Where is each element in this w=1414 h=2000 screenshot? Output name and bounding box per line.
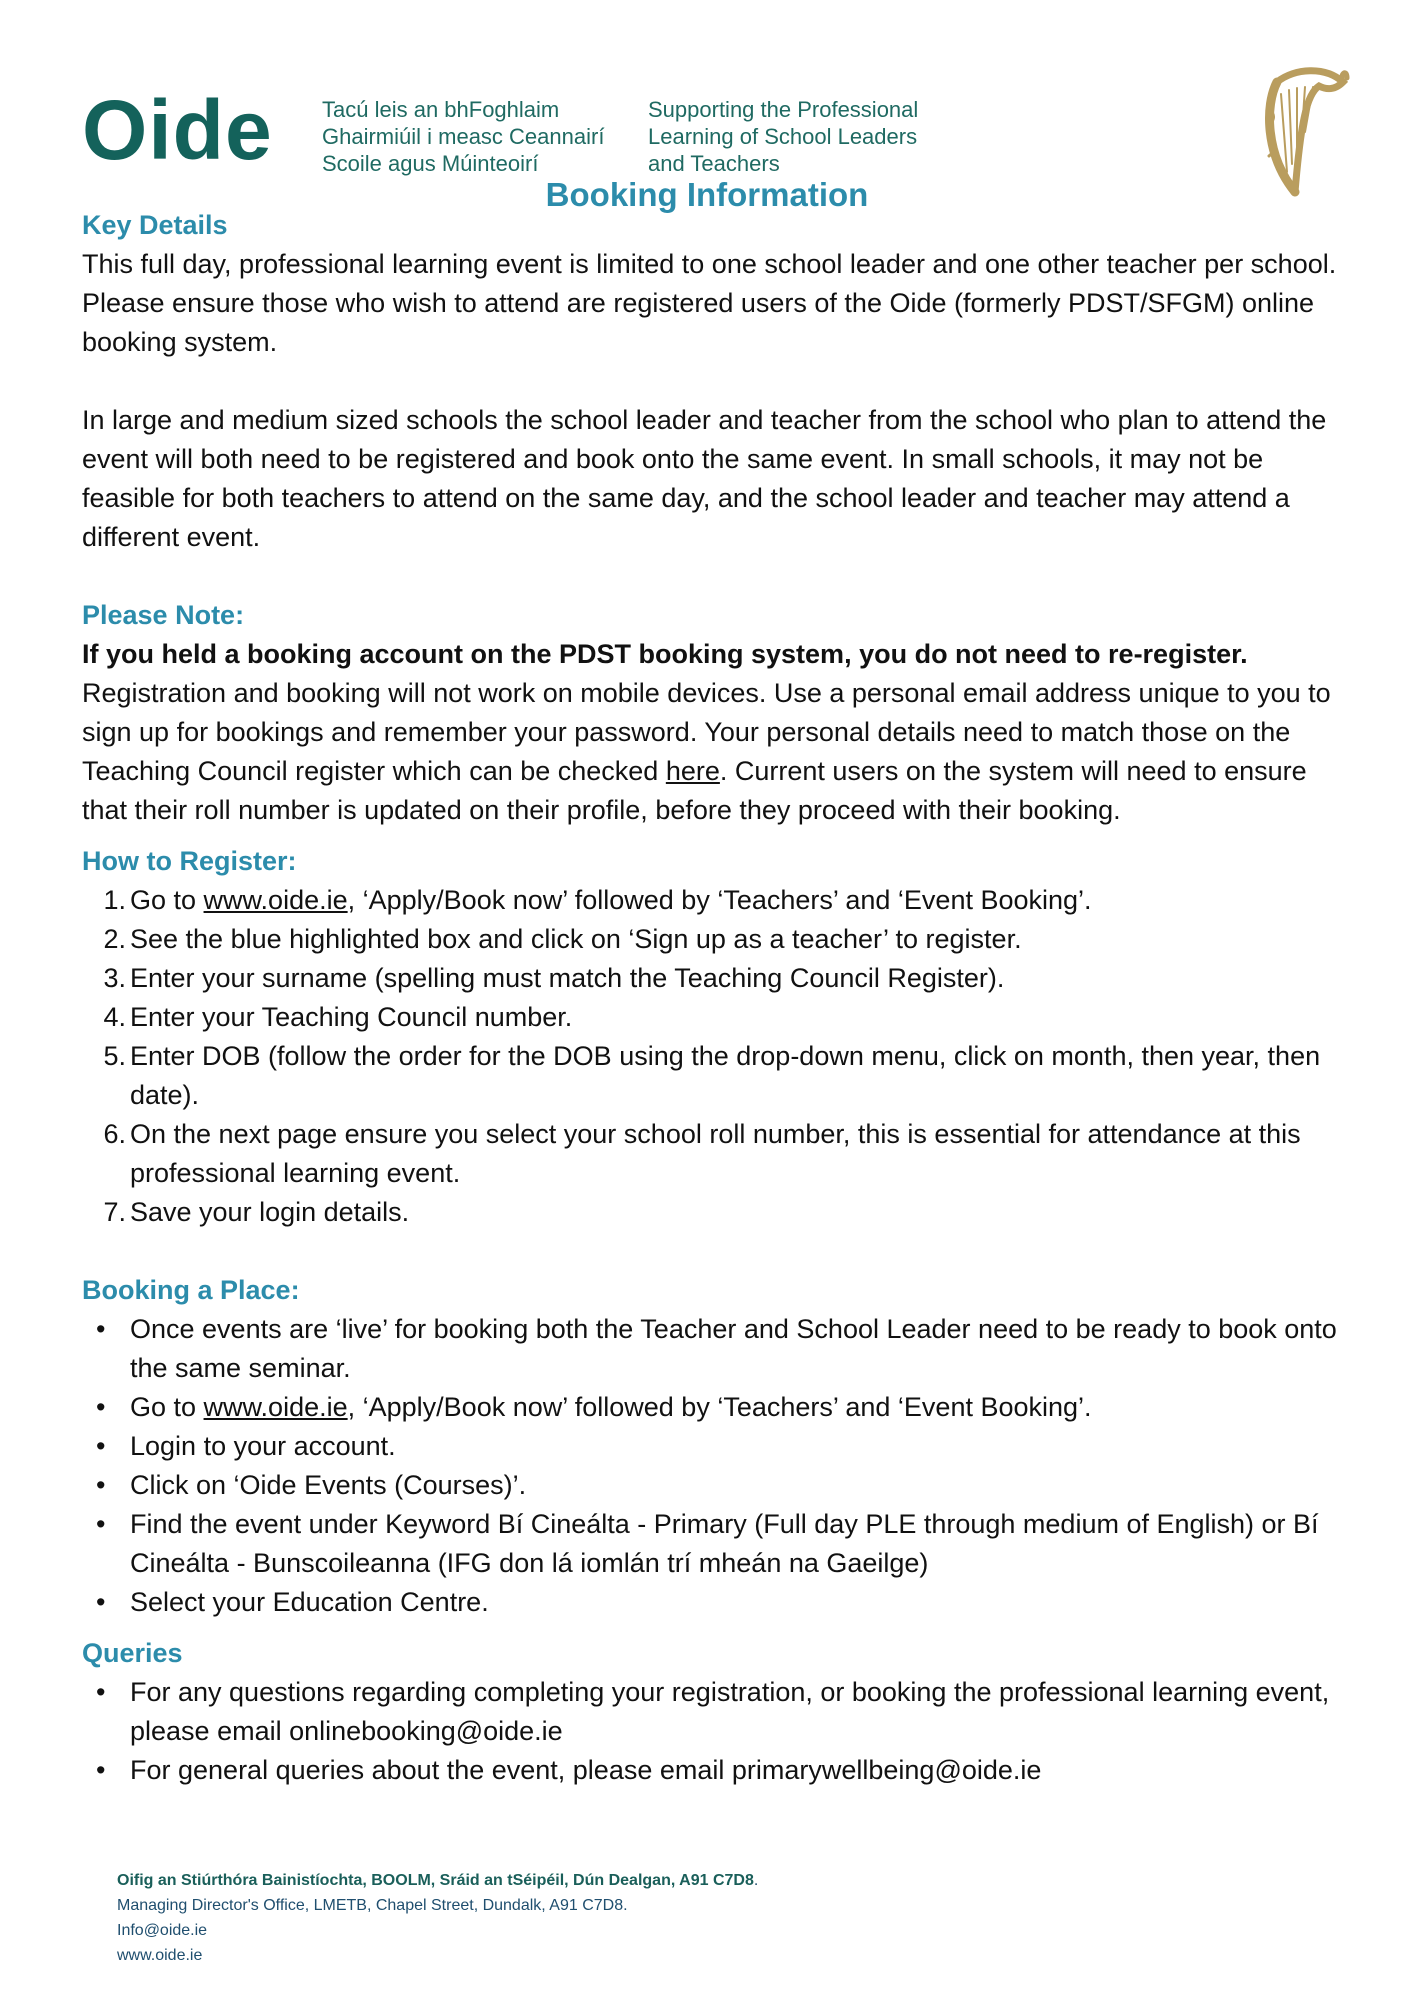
footer-address	[117, 1868, 758, 1968]
tagline-line: Scoile agus Múinteoirí	[322, 151, 539, 176]
bullet-icon: •	[96, 1314, 106, 1344]
step-text: Enter your surname (spelling must match the Teaching Council Register).	[130, 963, 1005, 993]
footer-text: .	[753, 1872, 759, 1889]
list-number: 6.	[103, 1119, 126, 1149]
tagline-english	[648, 96, 918, 177]
footer-email[interactable]: Info@oide.ie	[117, 1922, 208, 1939]
step-text: Go to	[130, 885, 204, 915]
list-item	[82, 1751, 1352, 1790]
list-item	[82, 1310, 1352, 1388]
step-text: Save your login details.	[130, 1197, 410, 1227]
list-item	[82, 998, 1352, 1037]
list-item	[82, 920, 1352, 959]
bullet-text: Select your Education Centre.	[130, 1587, 489, 1617]
bullet-text: , ‘Apply/Book now’ followed by ‘Teachers’ and ‘Event Booking’.	[347, 1392, 1092, 1422]
tagline-line: Ghairmiúil i measc Ceannairí	[322, 124, 605, 149]
list-number: 4.	[103, 1002, 126, 1032]
step-text: On the next page ensure you select your school roll number, this is essential for attendance at this professional learning event.	[130, 1119, 1301, 1188]
bullet-icon: •	[96, 1392, 106, 1422]
step-text: Enter your Teaching Council number.	[130, 1002, 573, 1032]
footer-website[interactable]: www.oide.ie	[117, 1947, 203, 1964]
bullet-text: Click on ‘Oide Events (Courses)’.	[130, 1470, 527, 1500]
bullet-text: For general queries about the event, please email primarywellbeing@oide.ie	[130, 1755, 1042, 1785]
bullet-text: Find the event under Keyword Bí Cineálta - Primary (Full day PLE through medium of English) or Bí Cineálta - Bunscoileanna (IFG don lá iomlán trí mheán na Gaeilge)	[130, 1509, 1319, 1578]
list-number: 5.	[103, 1041, 126, 1071]
section-heading-key-details: Key Details	[82, 210, 228, 240]
list-item	[82, 1427, 1352, 1466]
bullet-text: Login to your account.	[130, 1431, 396, 1461]
key-details-paragraph: This full day, professional learning event is limited to one school leader and one other teacher per school. Please ensure those who wish to attend are registered users of the Oide (formerly PDST/SFGM) online booking system.	[82, 249, 1337, 357]
document-body	[82, 204, 1352, 1790]
booking-steps-list	[82, 1310, 1352, 1622]
list-item	[82, 1673, 1352, 1751]
step-text: See the blue highlighted box and click on ‘Sign up as a teacher’ to register.	[130, 924, 1022, 954]
bullet-icon: •	[96, 1587, 106, 1617]
tagline-line: Supporting the Professional	[648, 97, 919, 122]
section-heading-booking-a-place: Booking a Place:	[82, 1275, 300, 1305]
section-heading-queries: Queries	[82, 1638, 183, 1668]
list-item	[82, 1505, 1352, 1583]
list-item	[82, 1193, 1352, 1232]
section-heading-please-note: Please Note:	[82, 600, 245, 630]
tagline-irish	[322, 96, 604, 177]
note-paragraph	[82, 635, 1352, 830]
bullet-text: Once events are ‘live’ for booking both the Teacher and School Leader need to be ready to book onto the same seminar.	[130, 1314, 1337, 1383]
footer-line	[117, 1868, 758, 1893]
register-steps-list	[82, 881, 1352, 1232]
tagline-line: Learning of School Leaders	[648, 124, 918, 149]
here-link[interactable]: here	[665, 756, 720, 786]
list-number: 3.	[103, 963, 126, 993]
oide-logo: Oide	[82, 83, 273, 177]
tagline-line: and Teachers	[648, 151, 780, 176]
section-heading-how-to-register: How to Register:	[82, 846, 297, 876]
footer-english-address: Managing Director's Office, LMETB, Chapel Street, Dundalk, A91 C7D8.	[117, 1897, 628, 1914]
step-text: Enter DOB (follow the order for the DOB using the drop-down menu, click on month, then year, then date).	[130, 1041, 1321, 1110]
list-item	[82, 1037, 1352, 1115]
list-item	[82, 1583, 1352, 1622]
bullet-text: For any questions regarding completing your registration, or booking the professional learning event, please email onlinebooking@oide.ie	[130, 1677, 1330, 1746]
step-text: , ‘Apply/Book now’ followed by ‘Teachers’ and ‘Event Booking’.	[347, 885, 1092, 915]
bullet-icon: •	[96, 1677, 106, 1707]
bullet-icon: •	[96, 1755, 106, 1785]
note-text: . Current users on the system will need to ensure that their roll number is updated on their profile, before they proceed with their booking.	[82, 756, 1307, 825]
footer-irish-address: Oifig an Stiúrthóra Bainistíochta, BOOLM, Sráid an tSéipéil, Dún Dealgan, A91 C7D8	[117, 1872, 754, 1889]
key-details-paragraph: In large and medium sized schools the school leader and teacher from the school who plan to attend the event will both need to be registered and book onto the same event. In small schools, it may not be feasible for both teachers to attend on the same day, and the school leader and teacher may attend a different event.	[82, 405, 1327, 552]
bullet-icon: •	[96, 1431, 106, 1461]
list-number: 7.	[103, 1197, 126, 1227]
oide-website-link[interactable]: www.oide.ie	[203, 1392, 348, 1422]
note-bold-text: If you held a booking account on the PDST booking system, you do not need to re-register.	[82, 639, 1248, 669]
list-item	[82, 881, 1352, 920]
bullet-icon: •	[96, 1470, 106, 1500]
list-number: 1.	[103, 885, 126, 915]
bullet-icon: •	[96, 1509, 106, 1539]
page-title: Booking Information	[545, 176, 869, 213]
bullet-text: Go to	[130, 1392, 204, 1422]
list-number: 2.	[103, 924, 126, 954]
list-item	[82, 1115, 1352, 1193]
oide-website-link[interactable]: www.oide.ie	[203, 885, 348, 915]
note-text: Registration and booking will not work on mobile devices. Use a personal email address unique to you to sign up for bookings and remember your password. Your personal details need to match those on the Teaching Council register which can be checked	[82, 678, 1331, 786]
list-item	[82, 1466, 1352, 1505]
list-item	[82, 1388, 1352, 1427]
queries-list	[82, 1673, 1352, 1790]
list-item	[82, 959, 1352, 998]
tagline-line: Tacú leis an bhFoghlaim	[322, 97, 560, 122]
